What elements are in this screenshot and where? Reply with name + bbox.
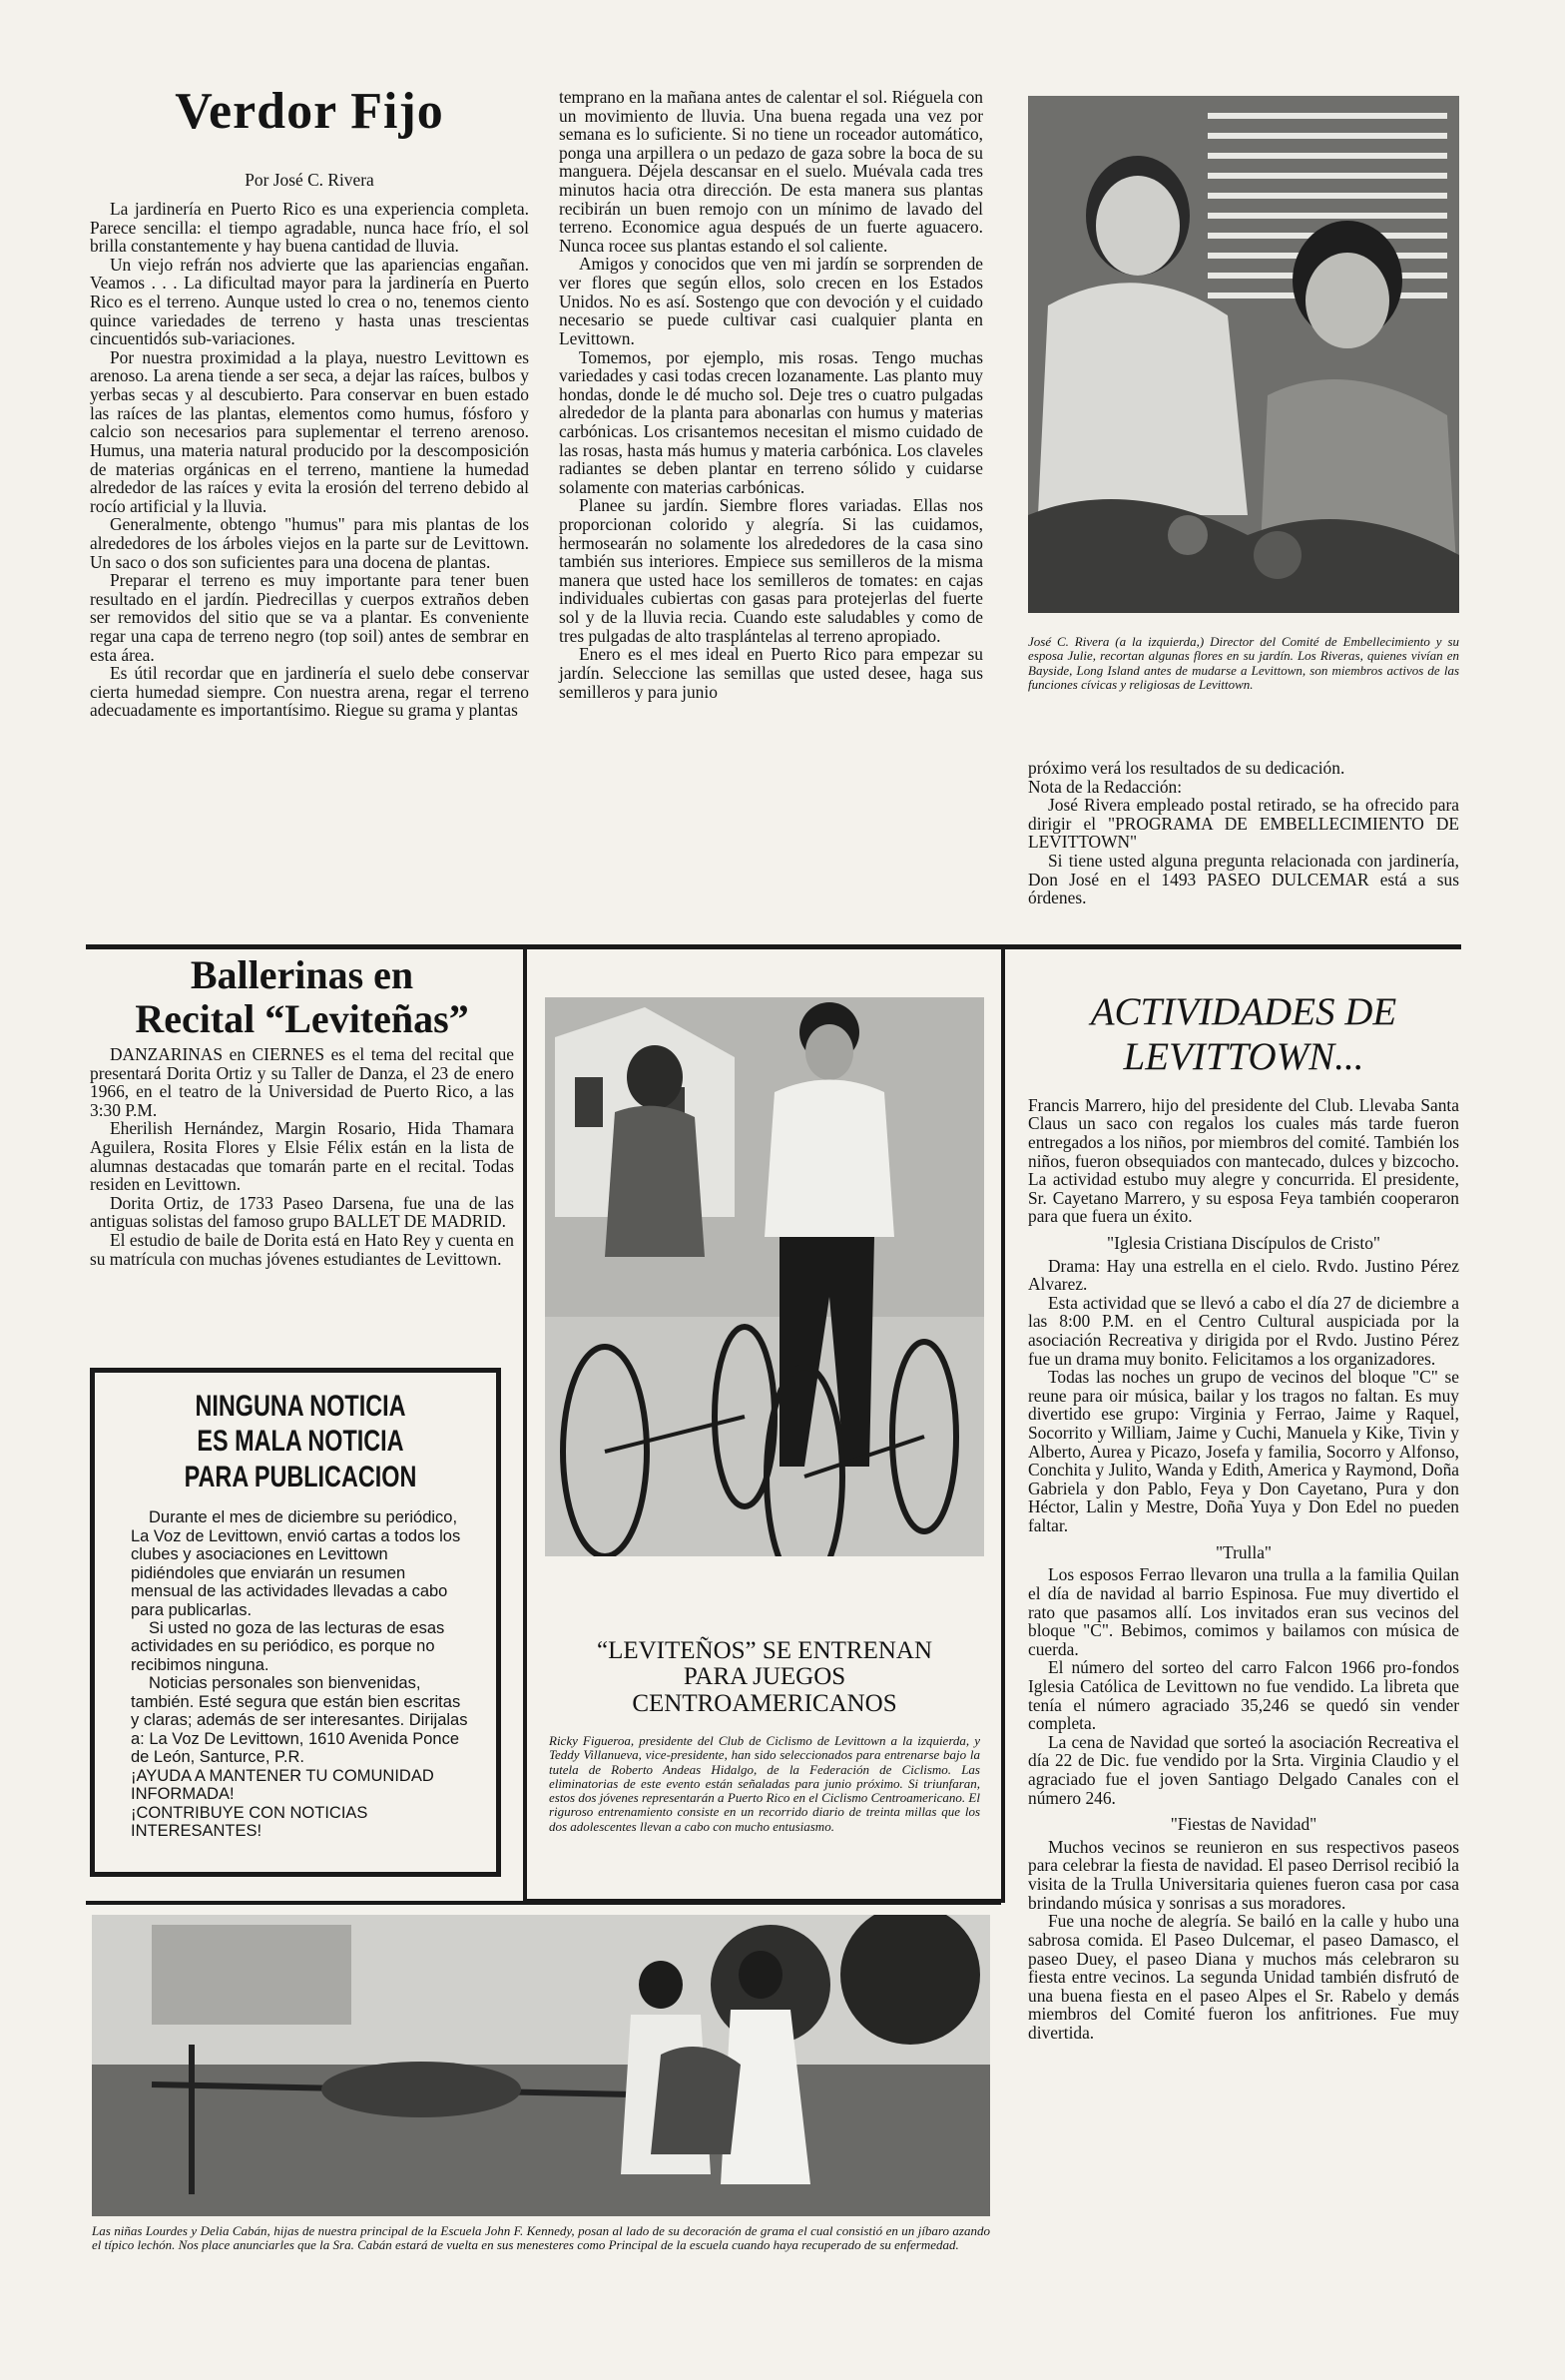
paragraph: temprano en la mañana antes de calentar el sol. Riéguela con un movimiento de lluvia. Una buena regada una vez por semana es lo suficiente. Si no tiene un roceador automático, ponga una arpillera o un pedazo de gaza sobre la boca de su manguera. Déjela descansar en el suelo. Muévala cada tres minutos hacia otra dirección. De esta manera sus plantas recibirán un buen remojo con un mínimo de lavado del terreno. Economice agua después de un fuerte aguacero. Nunca rocee sus plantas estando el sol caliente. <box>559 87 983 256</box>
rivera-photo-caption: José C. Rivera (a la izquierda,) Director del Comité de Embellecimiento y su esposa Julie, recortan algunas flores en su jardín. Los Riveras, quienes vivían en Bayside, Long Island antes de mudarse a Levittown, son miembros activos de las funciones cívicas y religiosas de Levittown. <box>1028 634 1459 692</box>
rivera-gardening-photo <box>1028 96 1459 613</box>
actividades-title-line2: LEVITTOWN... <box>1123 1034 1364 1078</box>
paragraph: Un viejo refrán nos advierte que las apariencias engañan. Veamos . . . La dificultad mayor para la jardinería en Puerto Rico es el terreno. Aunque usted lo crea o no, tenemos ciento quince variedades de terreno y hasta unas trescientas cincuentidós sub-variaciones. <box>90 254 529 349</box>
notice-headline <box>168 1389 432 1494</box>
actividades-article <box>1028 990 1459 2043</box>
actividades-title-line1: ACTIVIDADES DE <box>1090 990 1397 1033</box>
ballerinas-title-line1: Ballerinas en <box>190 952 414 997</box>
paragraph: Eherilish Hernández, Margin Rosario, Hida Thamara Aguilera, Rosita Flores y Elsie Félix están en la lista de alumnas destacadas que tomarán parte en el recital. Todas residen en Levittown. <box>90 1118 514 1195</box>
paragraph: Dorita Ortiz, de 1733 Paseo Darsena, fue una de las antiguas solistas del famoso grupo BALLET DE MADRID. <box>90 1192 514 1232</box>
notice-body <box>131 1508 470 1840</box>
paragraph: Enero es el mes ideal en Puerto Rico para empezar su jardín. Seleccione las semillas que usted desee, haga sus semilleros y para junio <box>559 644 983 702</box>
cyclists-photo-illustration <box>545 997 984 1556</box>
bottom-photo-top-rule <box>86 1901 1001 1905</box>
notice-slogan: ¡CONTRIBUYE CON NOTICIAS INTERESANTES! <box>131 1803 368 1841</box>
paragraph: Todas las noches un grupo de vecinos del bloque "C" se reune para oir música, bailar y los tragos no faltan. Es muy divertido ese grupo: Virginia y Ferrao, Jaime y Raquel, Socorrito y William, Jaime y Cuchi, Manuela y Kike, Tivin y Alberto, Aurea y Picazo, Josefa y familia, Socorro y Alfonso, Conchita y Julito, Wanda y Edith, America y Raymond, Doña Gabriela y don Pablo, Feya y Don Cayetano, Pura y don Héctor, Lalin y Mestre, Doña Yuya y Don Edel no pueden faltar. <box>1028 1367 1459 1536</box>
verdor-column-2 <box>559 88 983 701</box>
section-heading: "Iglesia Cristiana Discípulos de Cristo" <box>1106 1232 1381 1253</box>
paragraph: El número del sorteo del carro Falcon 1966 pro-fondos Iglesia Católica de Levittown no fue vendido. La libreta que tenía el número agraciado 35,246 se quedó sin vender completa. <box>1028 1657 1459 1734</box>
paragraph: DANZARINAS en CIERNES es el tema del recital que presentará Dorita Ortiz y su Taller de Danza, el 23 de enero 1966, en el teatro de la Universidad de Puerto Rico, a las 3:30 P.M. <box>90 1044 514 1120</box>
paragraph: Los esposos Ferrao llevaron una trulla a la familia Quilan el día de navidad al barrio Espinosa. Fue muy divertido el rato que pasamos allí. Los invitados eran sus vecinos del bloque "C". Bebimos, comimos y bailamos con música de cuerda. <box>1028 1564 1459 1659</box>
paragraph: Esta actividad que se llevó a cabo el día 27 de diciembre a las 8:00 P.M. en el Centro Cultural auspiciada por la asociación Recreativa y dirigida por el Rvdo. Justino Pérez fue un drama muy bonito. Felicitamos a los organizadores. <box>1028 1292 1459 1369</box>
paragraph: Drama: Hay una estrella en el cielo. Rvdo. Justino Pérez Alvarez. <box>1028 1255 1459 1295</box>
column-divider <box>1001 949 1005 1903</box>
cabán-girls-photo <box>92 1915 990 2216</box>
paragraph: Preparar el terreno es muy importante para tener buen resultado en el jardín. Piedrecillas y cuerpos extraños deben ser removidos del sitio que se va a plantar. Es conveniente regar una capa de terreno negro (top soil) antes de sembrar en esta área. <box>90 570 529 665</box>
paragraph: Generalmente, obtengo "humus" para mis plantas de los alrededores de los árboles viejos en la parte sur de Levittown. Un saco o dos son suficientes para una docena de plantas. <box>90 514 529 572</box>
cyclists-headline <box>535 1638 994 1717</box>
paragraph: Noticias personales son bienvenidas, también. Esté segura que están bien escritas y claras; además de ser interesantes. Dirijalas a: La Voz De Levittown, 1610 Avenida Ponce de León, Santurce, P.R. <box>131 1674 468 1767</box>
section-heading: "Fiestas de Navidad" <box>1170 1814 1317 1835</box>
paragraph: Tomemos, por ejemplo, mis rosas. Tengo muchas variedades y casi todas crecen lozanamente. Las planto muy hondas, donde le dé mucho sol. Deje tres o cuatro pulgadas alrededor de la planta para abonarlas con humus y materias carbónicas. Los crisantemos necesitan el mismo cuidado de las rosas, hasta más humus y materia carbónica. Los claveles radiantes se deben plantar en terreno sólido y cuidarse solamente con materias carbónicas. <box>559 346 983 497</box>
verdor-column-3 <box>1028 759 1459 907</box>
cyclists-headline-line: “LEVITEÑOS” SE ENTRENAN <box>596 1637 933 1664</box>
paragraph: La jardinería en Puerto Rico es una experiencia completa. Parece sencilla: el tiempo agradable, nunca hace frío, el sol brilla constantemente y hay buena cantidad de lluvia. <box>90 199 529 257</box>
paragraph: Muchos vecinos se reunieron en sus respectivos paseos para celebrar la fiesta de navidad. El paseo Derrisol recibió la visita de la Trulla Universitaria quienes fueron casa por casa brindando música y sonrisas a sus moradores. <box>1028 1836 1459 1913</box>
cyclists-headline-line: CENTROAMERICANOS <box>632 1689 897 1717</box>
verdor-column-1 <box>90 200 529 720</box>
notice-slogan: ¡AYUDA A MANTENER TU COMUNIDAD INFORMADA! <box>131 1766 434 1804</box>
cyclists-caption: Ricky Figueroa, presidente del Club de Ciclismo de Levittown a la izquierda, y Teddy Villanueva, vice-presidente, han sido seleccionados para entrenarse bajo la tutela de Roberto Andeas Hidalgo, de la Federación de Ciclismo. Las eliminatorias de este evento están señaladas para junio próximo. Si triunfaran, estos dos jóvenes representarán a Puerto Rico en el Ciclismo Centroamericano. El riguroso entrenamiento consiste en un recorrido diario de treinta millas que los dos adolescentes llevan a cabo con mucho entusiasmo. <box>549 1733 980 1834</box>
section-heading: "Trulla" <box>1215 1541 1273 1562</box>
paragraph: Amigos y conocidos que ven mi jardín se sorprenden de ver flores que según ellos, solo crecen en los Estados Unidos. No es así. Sostengo que con devoción y el cuidado necesario se puede cultivar casi cualquier planta en Levittown. <box>559 254 983 348</box>
ballerinas-body <box>90 1045 514 1268</box>
paragraph: El estudio de baile de Dorita está en Hato Rey y cuenta en su matrícula con muchas jóvenes estudiantes de Levittown. <box>90 1230 514 1269</box>
notice-headline-line: PARA PUBLICACION <box>184 1460 417 1493</box>
rivera-photo-illustration <box>1028 96 1459 613</box>
verdor-article <box>0 0 1565 928</box>
cyclists-photo <box>545 997 984 1556</box>
paragraph: Nota de la Redacción: <box>1028 776 1183 797</box>
paragraph: Si usted no goza de las lecturas de esas actividades en su periódico, es porque no recibimos ninguna. <box>131 1618 445 1674</box>
paragraph: Francis Marrero, hijo del presidente del Club. Llevaba Santa Claus un saco con regalos los cuales más tarde fueron entregados a los niños, por miembros del comité. También los niños, fueron obsequiados con mantecado, dulces y bizcocho. La actividad estubo muy alegre y concurrida. El presidente, Sr. Cayetano Marrero, y su esposa Feya también cooperaron para que fuera un éxito. <box>1028 1094 1459 1227</box>
paragraph: La cena de Navidad que sorteó la asociación Recreativa el día 22 de Dic. fue vendido por la Srta. Virginia Claudio y el agraciado fue el joven Santiago Delgado Canales con el número 246. <box>1028 1731 1459 1808</box>
verdor-title: Verdor Fijo <box>175 83 444 140</box>
paragraph: Si tiene usted alguna pregunta relacionada con jardinería, Don José en el 1493 PASEO DULCEMAR está a sus órdenes. <box>1028 851 1459 908</box>
cabán-photo-illustration <box>92 1915 990 2216</box>
notice-headline-line: ES MALA NOTICIA <box>197 1425 404 1459</box>
paragraph: Durante el mes de diciembre su periódico, La Voz de Levittown, envió cartas a todos los clubes y asociaciones en Levittown pidiéndoles que enviarán un resumen mensual de las actividades llevadas a cabo para publicarlas. <box>131 1508 461 1619</box>
ballerinas-title-line2: Recital “Leviteñas” <box>135 996 469 1041</box>
cabán-photo-caption: Las niñas Lourdes y Delia Cabán, hijas de nuestra principal de la Escuela John F. Kennedy, posan al lado de su decoración de grama el cual consistió en un jíbaro azando el típico lechón. Nos place anunciarles que la Sra. Cabán estará de vuelta en sus menesteres como Principal de la escuela cuando haya recuperado de su enfermedad. <box>92 2223 990 2253</box>
paragraph: Planee su jardín. Siembre flores variadas. Ellas nos proporcionan colorido y alegría. Si las cuidamos, hermosearán no solamente los alrededores de la casa sino también sus interiores. Empiece sus semilleros de la misma manera que usted hace los semilleros de tomates: en cajas individuales cubiertas con gasas para protejerlas del fuerte sol y de la lluvia recia. Cuando este saludables y como de tres pulgadas de alto trasplántelas al terreno apropiado. <box>559 495 983 646</box>
verdor-byline: Por José C. Rivera <box>245 170 374 190</box>
paragraph: Fue una noche de alegría. Se bailó en la calle y hubo una sabrosa comida. El Paseo Dulcemar, el paseo Damasco, el paseo Duey, el paseo Diana y muchos más celebraron su fiesta entre vecinos. La segunda Unidad también disfrutó de una buena fiesta en el paseo Alpes el Sr. Rabelo y demás miembros del Comité fueron los anfitriones. Fue muy divertida. <box>1028 1911 1459 2043</box>
notice-box <box>90 1368 501 1877</box>
paragraph: Por nuestra proximidad a la playa, nuestro Levittown es arenoso. La arena tiende a ser seca, a dejar las raíces, bulbos y yerbas secas y al descubierto. Para conservar en buen estado las raíces de las plantas, elementos como humus, fósforo y calcio son necesarios para suplementar el terreno arenoso. Humus, una materia natural producido por la descomposición de materias orgánicas en el terreno, mantiene la humedad alrededor de las raíces y evita la erosión del terreno debido al rocío artificial y la lluvia. <box>90 346 529 516</box>
paragraph: José Rivera empleado postal retirado, se ha ofrecido para dirigir el "PROGRAMA DE EMBELLECIMIENTO DE LEVITTOWN" <box>1028 795 1459 853</box>
ballerinas-article <box>90 953 514 1268</box>
notice-headline-line: NINGUNA NOTICIA <box>195 1390 406 1423</box>
paragraph: Es útil recordar que en jardinería el suelo debe conservar cierta humedad siempre. Con nuestra arena, regar el terreno adecuadamente es importantísimo. Riegue su grama y plantas <box>90 663 529 721</box>
paragraph: próximo verá los resultados de su dedicación. <box>1028 758 1345 778</box>
cyclists-headline-line: PARA JUEGOS <box>683 1663 846 1691</box>
cyclists-box <box>527 949 1001 1903</box>
actividades-body <box>1028 1096 1459 2043</box>
